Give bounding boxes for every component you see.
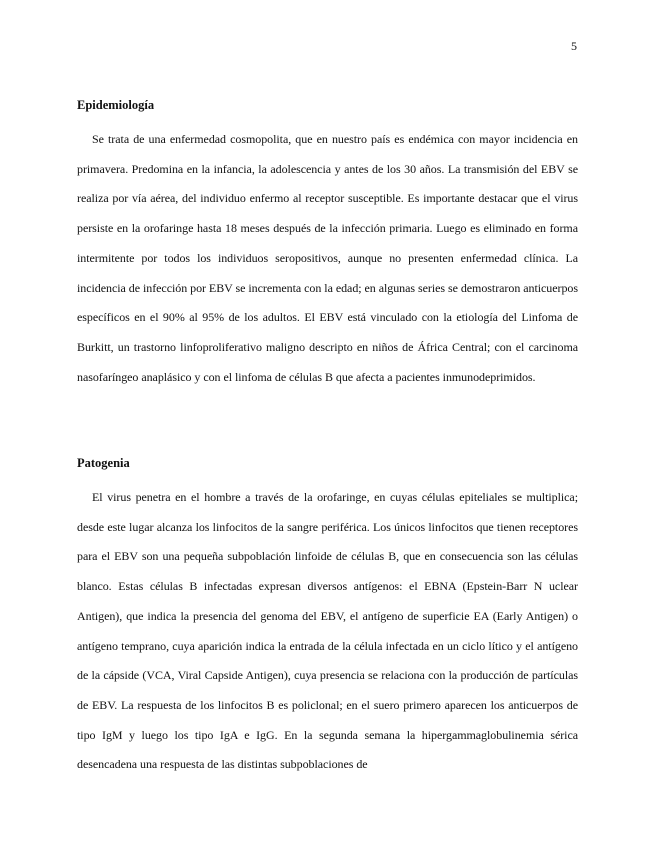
section-epidemiologia — [77, 97, 578, 392]
section-heading-patogenia: Patogenia — [77, 456, 130, 470]
paragraph-epidemiologia: Se trata de una enfermedad cosmopolita, que en nuestro país es endémica con mayor incidencia en primavera. Predomina en la infancia, la adolescencia y antes de los 30 años. La transmisión del EBV se realiza por vía aérea, del individuo enfermo al receptor susceptible. Es importante destacar que el virus persiste en la orofaringe hasta 18 meses después de la infección primaria. Luego es eliminado en forma intermitente por todos los individuos seropositivos, aunque no presenten enfermedad clínica. La incidencia de infección por EBV se incrementa con la edad; en algunas series se demostraron anticuerpos específicos en el 90% al 95% de los adultos. El EBV está vinculado con la etiología del Linfoma de Burkitt, un trastorno linfoproliferativo maligno descripto en niños de África Central; con el carcinoma nasofaríngeo anaplásico y con el linfoma de células B que afecta a pacientes inmunodeprimidos. — [77, 132, 578, 384]
section-heading-epidemiologia: Epidemiología — [77, 98, 155, 112]
page-number: 5 — [571, 39, 577, 53]
paragraph-patogenia: El virus penetra en el hombre a través de la orofaringe, en cuyas células epiteliales se multiplica; desde este lugar alcanza los linfocitos de la sangre periférica. Los únicos linfocitos que tienen receptores para el EBV son una pequeña subpoblación linfoide de células B, que en consecuencia son las células blanco. Estas células B infectadas expresan diversos antígenos: el EBNA (Epstein-Barr N uclear Antigen), que indica la presencia del genoma del EBV, el antígeno de superficie EA (Early Antigen) o antígeno temprano, cuya aparición indica la entrada de la célula infectada en un ciclo lítico y el antígeno de la cápside (VCA, Viral Capside Antigen), cuya presencia se relaciona con la producción de partículas de EBV. La respuesta de los linfocitos B es policlonal; en el suero primero aparecen los anticuerpos de tipo IgM y luego los tipo IgA e IgG. En la segunda semana la hipergammaglobulinemia sérica desencadena una respuesta de las distintas subpoblaciones de — [77, 490, 578, 772]
section-patogenia — [77, 455, 578, 780]
